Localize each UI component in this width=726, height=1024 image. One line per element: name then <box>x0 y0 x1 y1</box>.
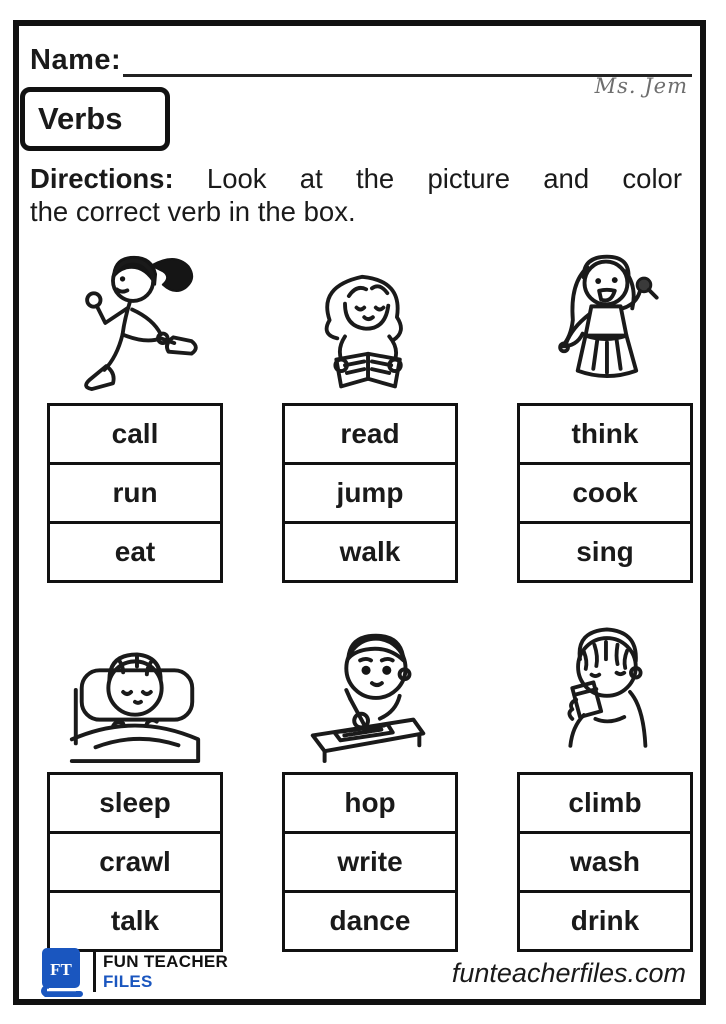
exercise-grid <box>47 240 693 952</box>
verb-option-cell[interactable]: think <box>520 406 690 465</box>
boy-drinking-icon <box>526 615 684 767</box>
girl-reading-illustration <box>282 240 458 398</box>
child-sleeping-icon <box>50 617 220 767</box>
exercise-card-4 <box>47 609 223 952</box>
exercise-card-1 <box>47 240 223 583</box>
directions-label: Directions: <box>30 163 174 194</box>
logo-initials: FT <box>50 960 72 979</box>
website-link[interactable]: funteacherfiles.com <box>451 958 686 988</box>
directions-line1: Look at the picture and color <box>206 163 683 194</box>
name-label: Name: <box>30 44 122 76</box>
logo-line2: FILES <box>103 972 153 991</box>
verb-option-cell[interactable]: talk <box>110 905 160 936</box>
boy-writing-icon <box>284 617 456 767</box>
verb-option-cell[interactable]: dance <box>329 905 411 936</box>
boy-writing-illustration <box>282 609 458 767</box>
exercise-card-3 <box>517 240 693 583</box>
girl-running-icon <box>44 246 226 398</box>
verb-choice-box-6 <box>517 772 693 952</box>
verb-option-cell[interactable]: cook <box>520 465 690 524</box>
verb-choice-box-5 <box>282 772 458 952</box>
exercise-card-6 <box>517 609 693 952</box>
verb-choice-box-2 <box>282 403 458 583</box>
verb-option-cell[interactable]: jump <box>285 465 455 524</box>
verb-option-cell[interactable]: write <box>285 834 455 893</box>
girl-reading-icon <box>291 246 449 398</box>
girl-singing-illustration <box>517 240 693 398</box>
verb-option-cell[interactable]: call <box>50 406 220 465</box>
verb-option-cell[interactable]: drink <box>570 905 640 936</box>
name-input-line[interactable] <box>123 38 692 77</box>
worksheet-title: Verbs <box>38 101 123 136</box>
verb-choice-box-3 <box>517 403 693 583</box>
verb-option-cell[interactable]: climb <box>520 775 690 834</box>
verb-option-cell[interactable]: run <box>50 465 220 524</box>
name-row <box>30 38 692 77</box>
exercise-card-2 <box>282 240 458 583</box>
directions-line2: the correct verb in the box. <box>30 196 356 227</box>
verb-option-cell[interactable]: walk <box>339 536 401 567</box>
directions <box>30 162 682 228</box>
verb-option-cell[interactable]: crawl <box>50 834 220 893</box>
verb-option-cell[interactable]: hop <box>285 775 455 834</box>
verb-option-cell[interactable]: read <box>285 406 455 465</box>
verb-option-cell[interactable]: wash <box>520 834 690 893</box>
boy-drinking-illustration <box>517 609 693 767</box>
verb-option-cell[interactable]: sing <box>576 536 634 567</box>
logo-text <box>93 952 228 991</box>
teacher-signature: Ms. Jem <box>594 74 688 98</box>
fun-teacher-files-logo <box>38 946 228 998</box>
exercise-card-5 <box>282 609 458 952</box>
girl-singing-icon <box>526 244 684 398</box>
worksheet-title-badge <box>20 87 170 151</box>
verb-choice-box-1 <box>47 403 223 583</box>
verb-choice-box-4 <box>47 772 223 952</box>
logo-line1: FUN TEACHER <box>103 952 229 972</box>
book-logo-icon <box>38 946 84 998</box>
verb-option-cell[interactable]: eat <box>114 536 156 567</box>
child-sleeping-illustration <box>47 609 223 767</box>
girl-running-illustration <box>47 240 223 398</box>
verb-option-cell[interactable]: sleep <box>50 775 220 834</box>
